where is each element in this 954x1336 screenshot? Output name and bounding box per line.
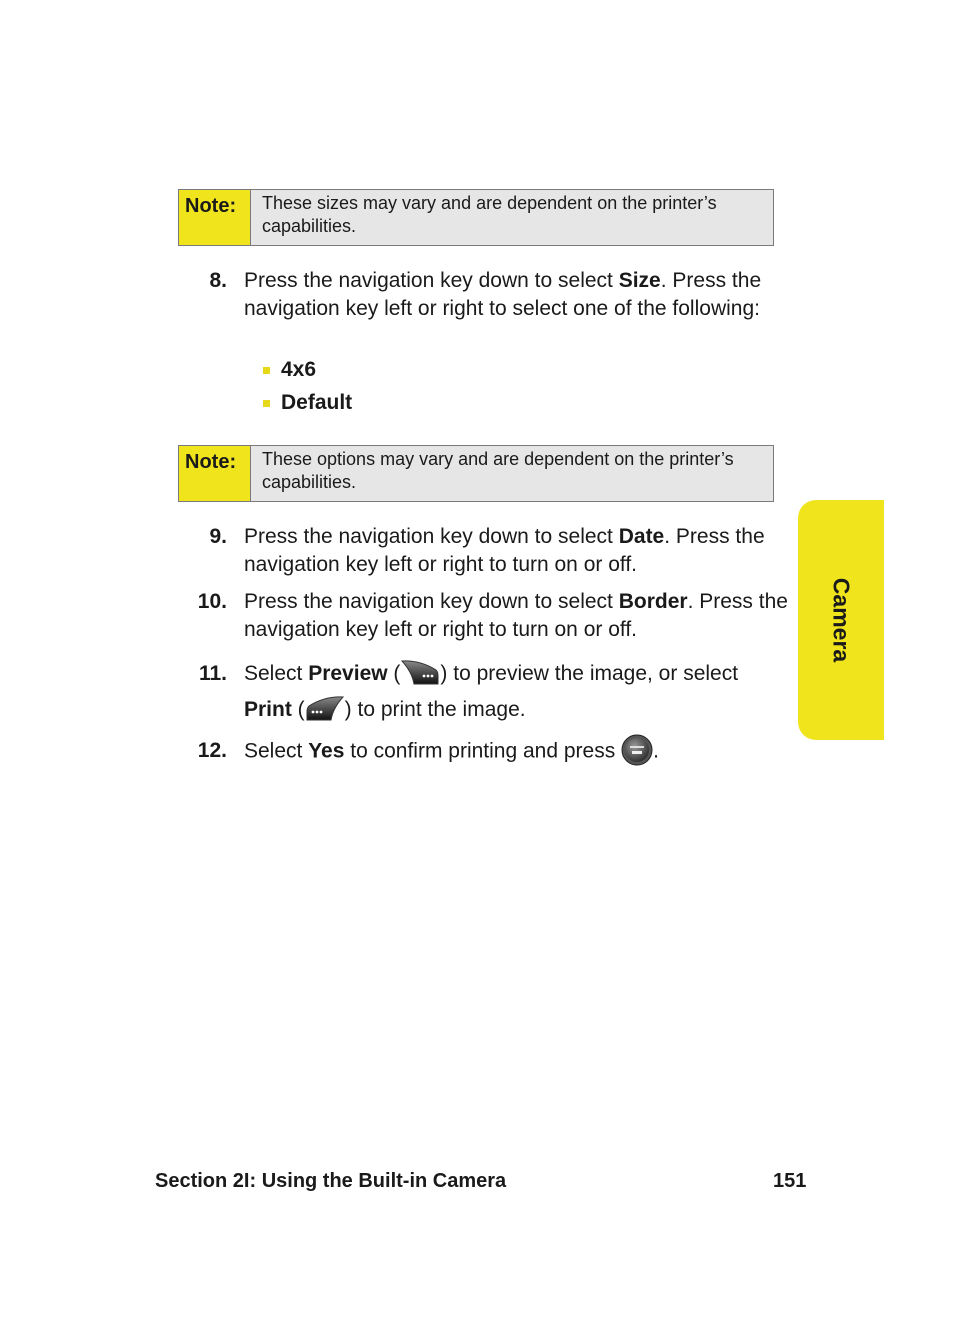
step-text: . Press the navigation key left or right to turn on or off. <box>244 590 788 641</box>
step-8 <box>209 267 789 323</box>
option-date: Date <box>618 525 665 548</box>
step-number: 12. <box>197 739 227 762</box>
option-preview: Preview <box>308 662 388 685</box>
bullet-label: 4x6 <box>281 358 317 381</box>
step-text: . Press the navigation key left or right to turn on or off. <box>244 525 765 576</box>
step-text: Select <box>244 662 309 685</box>
step-number: 11. <box>198 662 227 685</box>
option-print: Print <box>244 698 292 721</box>
step-text: ) to preview the image, or select <box>440 662 739 685</box>
bullet-square-icon <box>263 400 270 407</box>
step-text: Select <box>244 739 309 763</box>
step-text: ) to print the image. <box>344 698 526 721</box>
note-label: Note: <box>179 190 251 245</box>
bullet-item-4x6 <box>281 356 316 384</box>
step-text: . Press the navigation key left or right to select one of the following: <box>244 269 762 320</box>
bullet-square-icon <box>263 367 270 374</box>
step-text: to confirm printing and press <box>344 739 622 763</box>
note-label: Note: <box>179 446 251 501</box>
bullet-label: Default <box>281 391 353 414</box>
step-text: Press the navigation key down to select <box>244 269 619 292</box>
bullet-item-default <box>281 389 352 417</box>
step-11 <box>198 656 789 728</box>
option-border: Border <box>618 590 688 613</box>
step-number: 9. <box>209 525 227 548</box>
step-9 <box>209 523 789 579</box>
option-yes: Yes <box>308 739 345 763</box>
left-softkey-icon <box>305 694 345 722</box>
note-box-sizes <box>178 189 774 246</box>
note-text: These sizes may vary and are dependent on the printer’s capabilities. <box>251 190 773 245</box>
section-side-tab <box>798 500 884 740</box>
note-box-options <box>178 445 774 502</box>
footer-page-number: 151 <box>773 1170 807 1192</box>
menu-ok-key-icon <box>621 734 653 766</box>
step-10 <box>197 588 789 644</box>
step-text: . <box>653 739 659 763</box>
step-text: Press the navigation key down to select <box>244 590 619 613</box>
step-number: 8. <box>209 269 227 292</box>
step-text: ( <box>291 698 305 721</box>
right-softkey-icon <box>400 658 440 686</box>
note-text: These options may vary and are dependent on the printer’s capabilities. <box>251 446 773 501</box>
step-text: Press the navigation key down to select <box>244 525 619 548</box>
option-size: Size <box>618 269 661 292</box>
step-text: ( <box>387 662 401 685</box>
step-number: 10. <box>197 590 227 613</box>
step-12 <box>197 736 789 768</box>
footer-section-title: Section 2I: Using the Built-in Camera <box>155 1170 507 1192</box>
side-tab-label: Camera <box>828 577 855 663</box>
